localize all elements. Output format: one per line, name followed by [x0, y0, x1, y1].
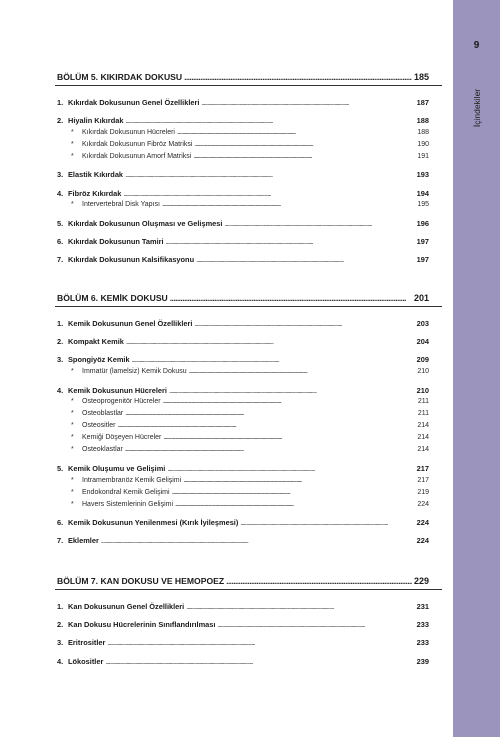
page-number: 9	[473, 40, 480, 51]
toc-entry[interactable]	[57, 355, 429, 365]
entry-page-number: 210	[416, 385, 429, 395]
toc-subentry[interactable]	[69, 488, 429, 498]
toc-subentry[interactable]	[69, 445, 429, 455]
subentry-page-number: 214	[417, 422, 429, 430]
bullet-marker: *	[71, 422, 74, 430]
leader-dots	[132, 355, 415, 365]
side-section-title-text: İçindekiler	[472, 88, 482, 128]
toc-entry[interactable]	[57, 237, 429, 247]
toc-entry[interactable]	[57, 319, 429, 329]
bullet-marker: *	[71, 446, 74, 454]
toc-subentry[interactable]	[69, 200, 429, 210]
entry-number: 5.	[57, 463, 64, 473]
entry-number: 1.	[57, 98, 64, 107]
subentry-page-number: 191	[417, 153, 429, 160]
leader-dots	[226, 576, 412, 586]
entry-title: Eklemler	[68, 536, 99, 546]
entry-title: Kemik Dokusunun Yenilenmesi (Kırık İyileşmesi)	[68, 518, 239, 527]
subentry-title: İntervertebral Disk Yapısı	[82, 201, 160, 209]
leader-dots	[105, 657, 414, 667]
bullet-marker: *	[71, 201, 74, 209]
bullet-marker: *	[71, 488, 74, 496]
entry-page-number: 197	[416, 255, 429, 265]
leader-dots	[163, 397, 416, 407]
entry-number: 3.	[57, 355, 64, 365]
toc-entry[interactable]	[57, 170, 429, 180]
chapter-title: BÖLÜM 7. KAN DOKUSU VE HEMOPOEZ	[57, 576, 225, 586]
subentry-title: Endokondral Kemik Gelişimi	[82, 488, 170, 496]
leader-dots	[107, 638, 414, 648]
toc-subentry[interactable]	[69, 128, 429, 138]
subentry-page-number: 217	[417, 476, 429, 484]
toc-entry[interactable]	[57, 337, 429, 347]
subentry-page-number: 210	[417, 368, 429, 376]
entry-title: Kıkırdak Dokusunun Tamiri	[68, 237, 164, 246]
leader-dots	[184, 72, 412, 82]
leader-dots	[163, 433, 415, 443]
entry-number: 6.	[57, 237, 64, 246]
bullet-marker: *	[71, 398, 74, 406]
subentry-title: Kıkırdak Dokusunun Amorf Matriksi	[82, 153, 192, 160]
subentry-page-number: 214	[417, 434, 429, 442]
leader-dots	[172, 488, 416, 498]
leader-dots	[177, 128, 415, 138]
toc-subentry[interactable]	[69, 367, 429, 377]
toc-subentry[interactable]	[69, 409, 429, 419]
entry-number: 1.	[57, 602, 64, 611]
toc-subentry[interactable]	[69, 433, 429, 443]
chapter-divider	[55, 306, 442, 307]
leader-dots	[175, 500, 415, 510]
entry-title: Kıkırdak Dokusunun Oluşması ve Gelişmesi	[68, 218, 223, 228]
entry-number: 4.	[57, 188, 64, 198]
leader-dots	[169, 386, 415, 396]
subentry-title: İntramembranöz Kemik Gelişimi	[82, 476, 182, 484]
leader-dots	[117, 421, 415, 431]
subentry-page-number: 195	[417, 201, 429, 209]
entry-number: 2.	[57, 620, 64, 630]
leader-dots	[189, 367, 416, 377]
leader-dots	[186, 602, 414, 612]
toc-entry[interactable]	[57, 116, 429, 126]
entry-page-number: 233	[416, 620, 429, 630]
leader-dots	[183, 476, 415, 486]
toc-entry[interactable]	[57, 602, 429, 612]
subentry-title: Kıkırdak Dokusunun Fibröz Matriksi	[82, 141, 193, 148]
entry-number: 7.	[57, 255, 64, 265]
bullet-marker: *	[71, 141, 74, 148]
subentry-title: Kemiği Döşeyen Hücreler	[82, 434, 162, 442]
entry-title: Hiyalin Kıkırdak	[68, 116, 124, 126]
entry-page-number: 233	[416, 638, 429, 648]
toc-subentry[interactable]	[69, 397, 429, 407]
subentry-title: Havers Sistemlerinin Gelişimi	[82, 500, 174, 508]
bullet-marker: *	[71, 153, 74, 160]
subentry-page-number: 224	[417, 500, 429, 508]
toc-entry[interactable]	[57, 657, 429, 667]
entry-number: 3.	[57, 638, 64, 648]
toc-entry[interactable]	[57, 536, 429, 546]
leader-dots	[166, 237, 415, 247]
chapter-heading[interactable]	[57, 72, 429, 82]
bullet-marker: *	[71, 434, 74, 442]
entry-page-number: 204	[416, 337, 429, 347]
bullet-marker: *	[71, 500, 74, 508]
leader-dots	[170, 293, 412, 303]
entry-title: Kemik Dokusunun Hücreleri	[68, 385, 167, 395]
toc-subentry[interactable]	[69, 152, 429, 162]
subentry-title: Osteoblastlar	[82, 410, 124, 418]
subentry-page-number: 190	[417, 141, 429, 148]
entry-title: Kıkırdak Dokusunun Kalsifikasyonu	[68, 255, 195, 265]
leader-dots	[101, 536, 415, 546]
subentry-page-number: 219	[417, 488, 429, 496]
entry-page-number: 188	[416, 116, 429, 126]
leader-dots	[240, 518, 414, 528]
bullet-marker: *	[71, 410, 74, 418]
entry-number: 4.	[57, 385, 64, 395]
entry-number: 2.	[57, 116, 64, 126]
toc-entry[interactable]	[57, 386, 429, 396]
bullet-marker: *	[71, 129, 74, 136]
leader-dots	[194, 140, 415, 150]
subentry-title: Osteoprogenitör Hücreler	[82, 398, 161, 406]
subentry-title: Osteoklastlar	[82, 446, 123, 454]
toc-entry[interactable]	[57, 464, 429, 474]
chapter-divider	[55, 589, 442, 590]
leader-dots	[193, 152, 415, 162]
chapter-heading[interactable]	[57, 576, 429, 586]
entry-number: 4.	[57, 656, 64, 666]
bullet-marker: *	[71, 368, 74, 376]
side-section-title	[457, 78, 497, 138]
entry-title: Fibröz Kıkırdak	[68, 188, 122, 198]
entry-title: Eritrositler	[68, 638, 106, 648]
leader-dots	[162, 200, 415, 210]
toc-entry[interactable]	[57, 638, 429, 648]
entry-title: Kemik Oluşumu ve Gelişimi	[68, 463, 166, 473]
leader-dots	[126, 337, 415, 347]
entry-page-number: 224	[416, 536, 429, 546]
chapter-page-number: 201	[413, 293, 429, 303]
leader-dots	[224, 219, 414, 229]
entry-number: 5.	[57, 218, 64, 228]
chapter-page-number: 185	[413, 72, 429, 82]
entry-title: Kemik Dokusunun Genel Özellikleri	[68, 319, 193, 328]
leader-dots	[217, 620, 414, 630]
entry-page-number: 209	[416, 355, 429, 365]
entry-page-number: 224	[416, 518, 429, 527]
entry-title: Kan Dokusunun Genel Özellikleri	[68, 602, 185, 611]
entry-title: Spongiyöz Kemik	[68, 355, 130, 365]
entry-title: Elastik Kıkırdak	[68, 170, 124, 180]
entry-page-number: 197	[416, 237, 429, 246]
entry-page-number: 239	[416, 656, 429, 666]
subentry-page-number: 211	[417, 410, 429, 418]
subentry-title: Osteositler	[82, 422, 116, 430]
entry-page-number: 217	[416, 463, 429, 473]
toc-subentry[interactable]	[69, 500, 429, 510]
entry-number: 1.	[57, 319, 64, 328]
entry-page-number: 203	[416, 319, 429, 328]
entry-number: 6.	[57, 518, 64, 527]
subentry-page-number: 214	[417, 446, 429, 454]
leader-dots	[125, 445, 415, 455]
entry-title: Kompakt Kemik	[68, 337, 124, 347]
bullet-marker: *	[71, 476, 74, 484]
leader-dots	[167, 464, 414, 474]
entry-number: 3.	[57, 170, 64, 180]
leader-dots	[196, 255, 415, 265]
leader-dots	[123, 189, 414, 199]
chapter-title: BÖLÜM 5. KIKIRDAK DOKUSU	[57, 72, 183, 82]
entry-number: 2.	[57, 337, 64, 347]
entry-number: 7.	[57, 536, 64, 546]
entry-page-number: 194	[416, 188, 429, 198]
subentry-page-number: 188	[417, 129, 429, 136]
chapter-title: BÖLÜM 6. KEMİK DOKUSU	[57, 293, 168, 303]
toc-entry[interactable]	[57, 620, 429, 630]
toc-entry[interactable]	[57, 518, 429, 528]
chapter-heading[interactable]	[57, 293, 429, 303]
leader-dots	[125, 116, 414, 126]
leader-dots	[125, 409, 416, 419]
chapter-page-number: 229	[413, 576, 429, 586]
entry-page-number: 193	[416, 170, 429, 180]
toc-entry[interactable]	[57, 219, 429, 229]
leader-dots	[194, 319, 414, 329]
side-tab	[453, 0, 500, 737]
entry-page-number: 187	[416, 98, 429, 107]
toc-subentry[interactable]	[69, 476, 429, 486]
chapter-divider	[55, 85, 442, 86]
toc-entry[interactable]	[57, 255, 429, 265]
entry-title: Lökositler	[68, 656, 104, 666]
toc-entry[interactable]	[57, 98, 429, 108]
leader-dots	[125, 170, 415, 180]
toc-entry[interactable]	[57, 189, 429, 199]
leader-dots	[201, 98, 414, 108]
toc-subentry[interactable]	[69, 421, 429, 431]
subentry-page-number: 211	[417, 398, 429, 406]
entry-title: Kan Dokusu Hücrelerinin Sınıflandırılması	[68, 620, 216, 630]
subentry-title: İmmatür (lamelsiz) Kemik Dokusu	[82, 368, 187, 376]
toc-subentry[interactable]	[69, 140, 429, 150]
subentry-title: Kıkırdak Dokusunun Hücreleri	[82, 129, 175, 136]
entry-page-number: 231	[416, 602, 429, 611]
entry-page-number: 196	[416, 218, 429, 228]
entry-title: Kıkırdak Dokusunun Genel Özellikleri	[68, 98, 200, 107]
